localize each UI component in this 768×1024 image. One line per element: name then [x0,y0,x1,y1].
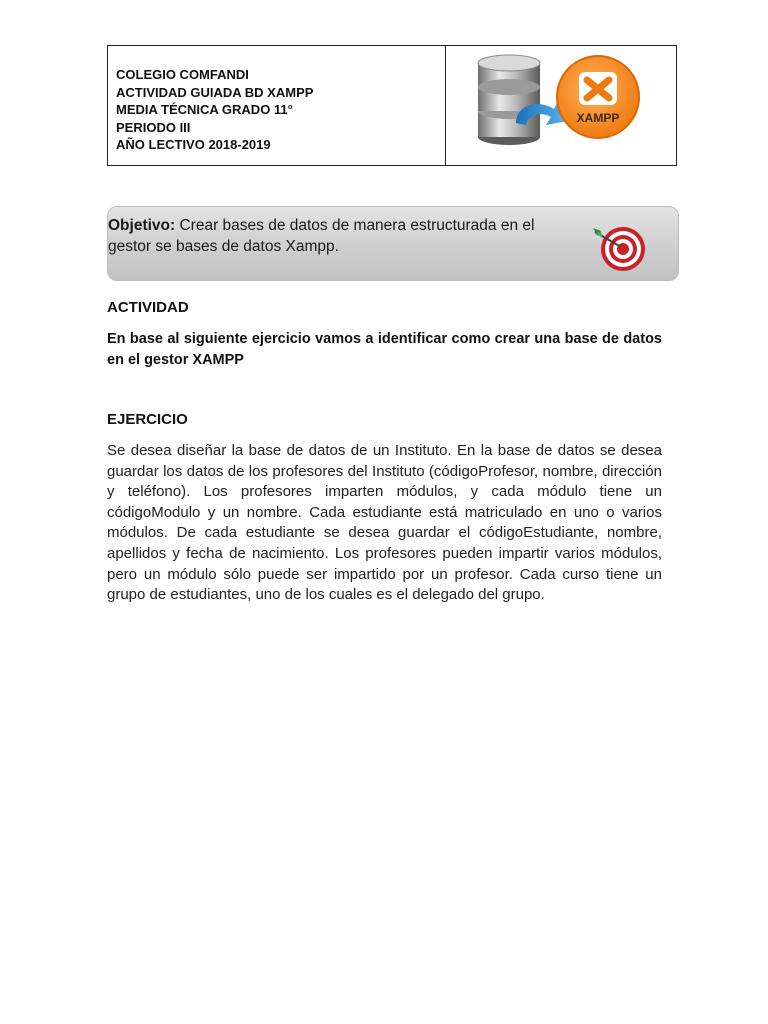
objective-box [107,206,679,281]
activity-heading: ACTIVIDAD [107,299,189,316]
objective-label: Objetivo: [108,217,176,234]
exercise-heading: EJERCICIO [107,411,188,428]
activity-title: ACTIVIDAD GUIADA BD XAMPP [116,84,314,100]
objective-text [108,215,578,257]
school-name: COLEGIO COMFANDI [116,67,249,82]
database-xampp-logo [476,53,646,148]
grade-line: MEDIA TÉCNICA GRADO 11° [116,102,293,117]
activity-intro: En base al siguiente ejercicio vamos a identificar como crear una base de datos en el gestor XAMPP [107,331,662,368]
target-icon [591,218,647,272]
objective-description: Crear bases de datos de manera estructurada en el gestor se bases de datos Xampp. [108,217,535,255]
xampp-logo-text: XAMPP [576,111,620,125]
header-logo-cell [446,46,676,165]
school-year-line: AÑO LECTIVO 2018-2019 [116,137,271,152]
database-icon [476,53,646,148]
exercise-body: Se desea diseñar la base de datos de un Instituto. En la base de datos se desea guardar los datos de los profesores del Instituto (códigoProfesor, nombre, dirección y teléfono). Los profesores imparten módulos, y cada módulo tiene un códigoModulo y un nombre. Cada estudiante está matriculado en uno o varios módulos. De cada estudiante se desea guardar el códigoEstudiante, nombre, apellidos y fecha de nacimiento. Los profesores pueden impartir varios módulos, pero un módulo sólo puede ser impartido por un profesor. Cada curso tiene un grupo de estudiantes, uno de los cuales es el delegado del grupo. [107,442,662,604]
period-line: PERIODO III [116,119,191,135]
header-info [108,46,446,165]
header-table [107,45,677,166]
